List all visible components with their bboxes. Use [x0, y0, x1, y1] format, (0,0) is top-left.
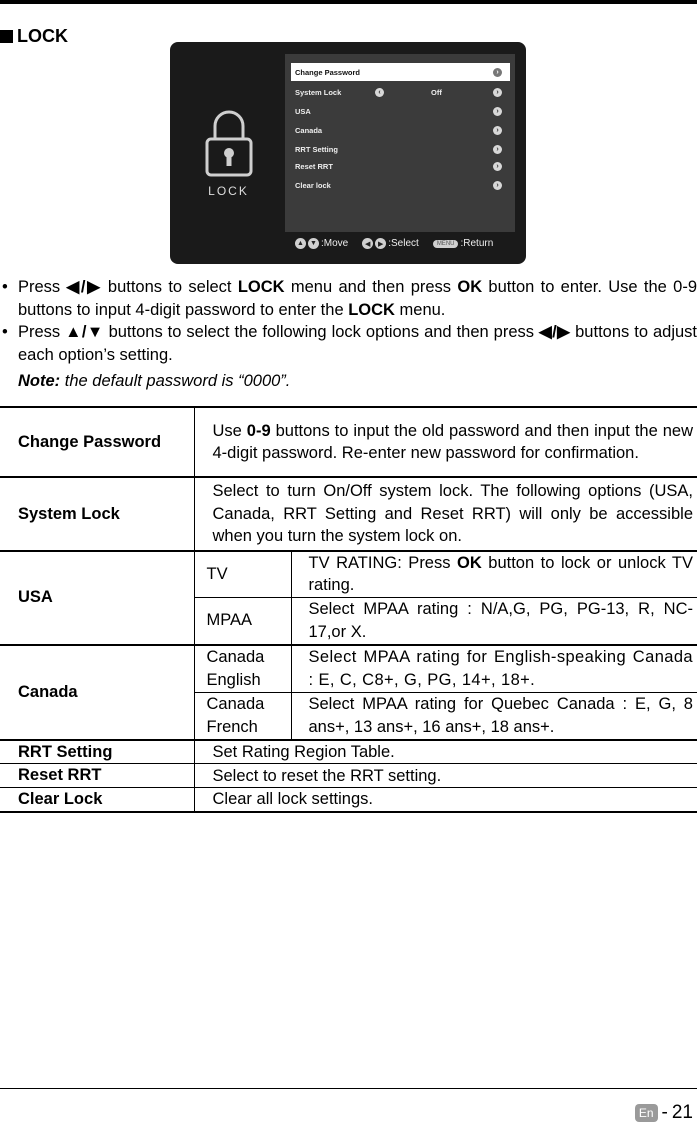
lock-options-table	[0, 406, 697, 813]
row-description: Select to reset the RRT setting.	[194, 764, 697, 788]
row-description: Select MPAA rating for English-speaking Canada : E, C, C8+, G, PG, 14+, 18+.	[291, 645, 697, 693]
right-arrow-icon: ▶	[375, 238, 386, 249]
tv-menu-item-label: Clear lock	[295, 180, 331, 190]
hint-move-label: :Move	[321, 238, 349, 249]
instruction-item: • Press ▲/▼ buttons to select the following lock options and then press ◀/▶ buttons to adjust each option’s setting.	[2, 323, 697, 364]
hint-select-label: :Select	[388, 238, 419, 249]
row-heading: Clear Lock	[0, 788, 194, 812]
chevron-right-icon: ›	[493, 145, 502, 154]
sub-heading: Canada French	[194, 692, 291, 740]
row-heading: Canada	[0, 645, 194, 740]
chevron-right-icon: ›	[493, 126, 502, 135]
tv-menu-item-rrt-setting[interactable]	[291, 141, 510, 157]
chevron-right-icon: ›	[493, 107, 502, 116]
tv-menu-item-label: RRT Setting	[295, 144, 338, 154]
tv-menu-item-label: Reset RRT	[295, 161, 333, 171]
note-label: Note:	[18, 372, 61, 390]
left-right-arrows-icon: ◀/▶	[539, 323, 571, 341]
row-description: Set Rating Region Table.	[194, 740, 697, 764]
row-description: TV RATING: Press OK button to lock or unlock TV rating.	[291, 551, 697, 598]
row-description: Select MPAA rating for Quebec Canada : E, G, 8 ans+, 13 ans+, 16 ans+, 18 ans+.	[291, 692, 697, 740]
tv-menu-item-usa[interactable]	[291, 103, 510, 119]
bottom-rule	[0, 1088, 697, 1089]
tv-menu-item-value: Off	[431, 87, 442, 97]
tv-side-label: LOCK	[208, 184, 249, 198]
language-badge: En	[635, 1104, 658, 1122]
page-footer	[635, 1102, 693, 1124]
table-row-system-lock	[0, 477, 697, 551]
square-bullet-icon	[0, 30, 13, 43]
row-heading: RRT Setting	[0, 740, 194, 764]
row-heading: System Lock	[0, 477, 194, 551]
tv-key-hint-bar	[295, 238, 493, 249]
note-text: the default password is “0000”.	[60, 372, 291, 390]
table-row-change-password	[0, 407, 697, 477]
tv-menu-item-label: Canada	[295, 125, 323, 135]
table-row-usa-tv	[0, 551, 697, 598]
row-heading: Change Password	[0, 407, 194, 477]
section-title: LOCK	[17, 26, 68, 46]
row-heading: USA	[0, 551, 194, 645]
lock-icon	[205, 106, 253, 178]
tv-menu-list	[285, 54, 515, 232]
up-down-arrows-icon: ▲/▼	[65, 323, 104, 341]
chevron-left-icon[interactable]: ‹	[375, 88, 384, 97]
page-number: 21	[671, 1102, 693, 1123]
tv-menu-item-label: Change Password	[295, 67, 361, 77]
tv-menu-item-label: System Lock	[295, 87, 342, 97]
row-description: Select to turn On/Off system lock. The following options (USA, Canada, RRT Setting and Reset RRT) will only be accessible when you turn the system lock on.	[194, 477, 697, 551]
table-row-clear-lock	[0, 788, 697, 812]
tv-menu-item-clear-lock[interactable]	[291, 177, 510, 193]
chevron-right-icon: ›	[493, 181, 502, 190]
hint-return-label: :Return	[460, 238, 494, 249]
instruction-item: • Press ◀/▶ buttons to select LOCK menu and then press OK button to enter. Use the 0-9 buttons to input 4-digit password to enter the LOCK menu.	[2, 278, 697, 319]
tv-menu-item-label: USA	[295, 106, 311, 116]
tv-side-panel	[170, 42, 285, 264]
left-arrow-icon: ◀	[362, 238, 373, 249]
chevron-right-icon: ›	[493, 162, 502, 171]
footer-dash: -	[661, 1102, 668, 1123]
table-row-rrt-setting	[0, 740, 697, 764]
table-row-reset-rrt	[0, 764, 697, 788]
row-description: Select MPAA rating : N/A,G, PG, PG-13, R, NC-17,or X.	[291, 598, 697, 645]
note	[18, 372, 290, 391]
sub-heading: MPAA	[194, 598, 291, 645]
row-description: Clear all lock settings.	[194, 788, 697, 812]
section-heading	[0, 26, 68, 47]
tv-menu-screenshot	[170, 42, 526, 264]
top-rule	[0, 0, 697, 4]
instruction-list	[0, 276, 697, 366]
row-description: Use 0-9 buttons to input the old password and then input the new 4-digit password. Re-enter new password for confirmation.	[194, 407, 697, 477]
table-row-canada-english	[0, 645, 697, 693]
chevron-right-icon[interactable]: ›	[493, 88, 502, 97]
menu-key-icon: MENU	[433, 240, 459, 248]
tv-menu-item-change-password[interactable]	[291, 63, 510, 81]
tv-menu-item-reset-rrt[interactable]	[291, 158, 510, 174]
down-arrow-icon: ▼	[308, 238, 319, 249]
up-arrow-icon: ▲	[295, 238, 306, 249]
sub-heading: Canada English	[194, 645, 291, 693]
chevron-right-icon: ›	[493, 68, 502, 77]
tv-menu-item-canada[interactable]	[291, 122, 510, 138]
sub-heading: TV	[194, 551, 291, 598]
row-heading: Reset RRT	[0, 764, 194, 788]
left-right-arrows-icon: ◀/▶	[66, 278, 102, 296]
tv-menu-item-system-lock[interactable]	[291, 84, 510, 100]
